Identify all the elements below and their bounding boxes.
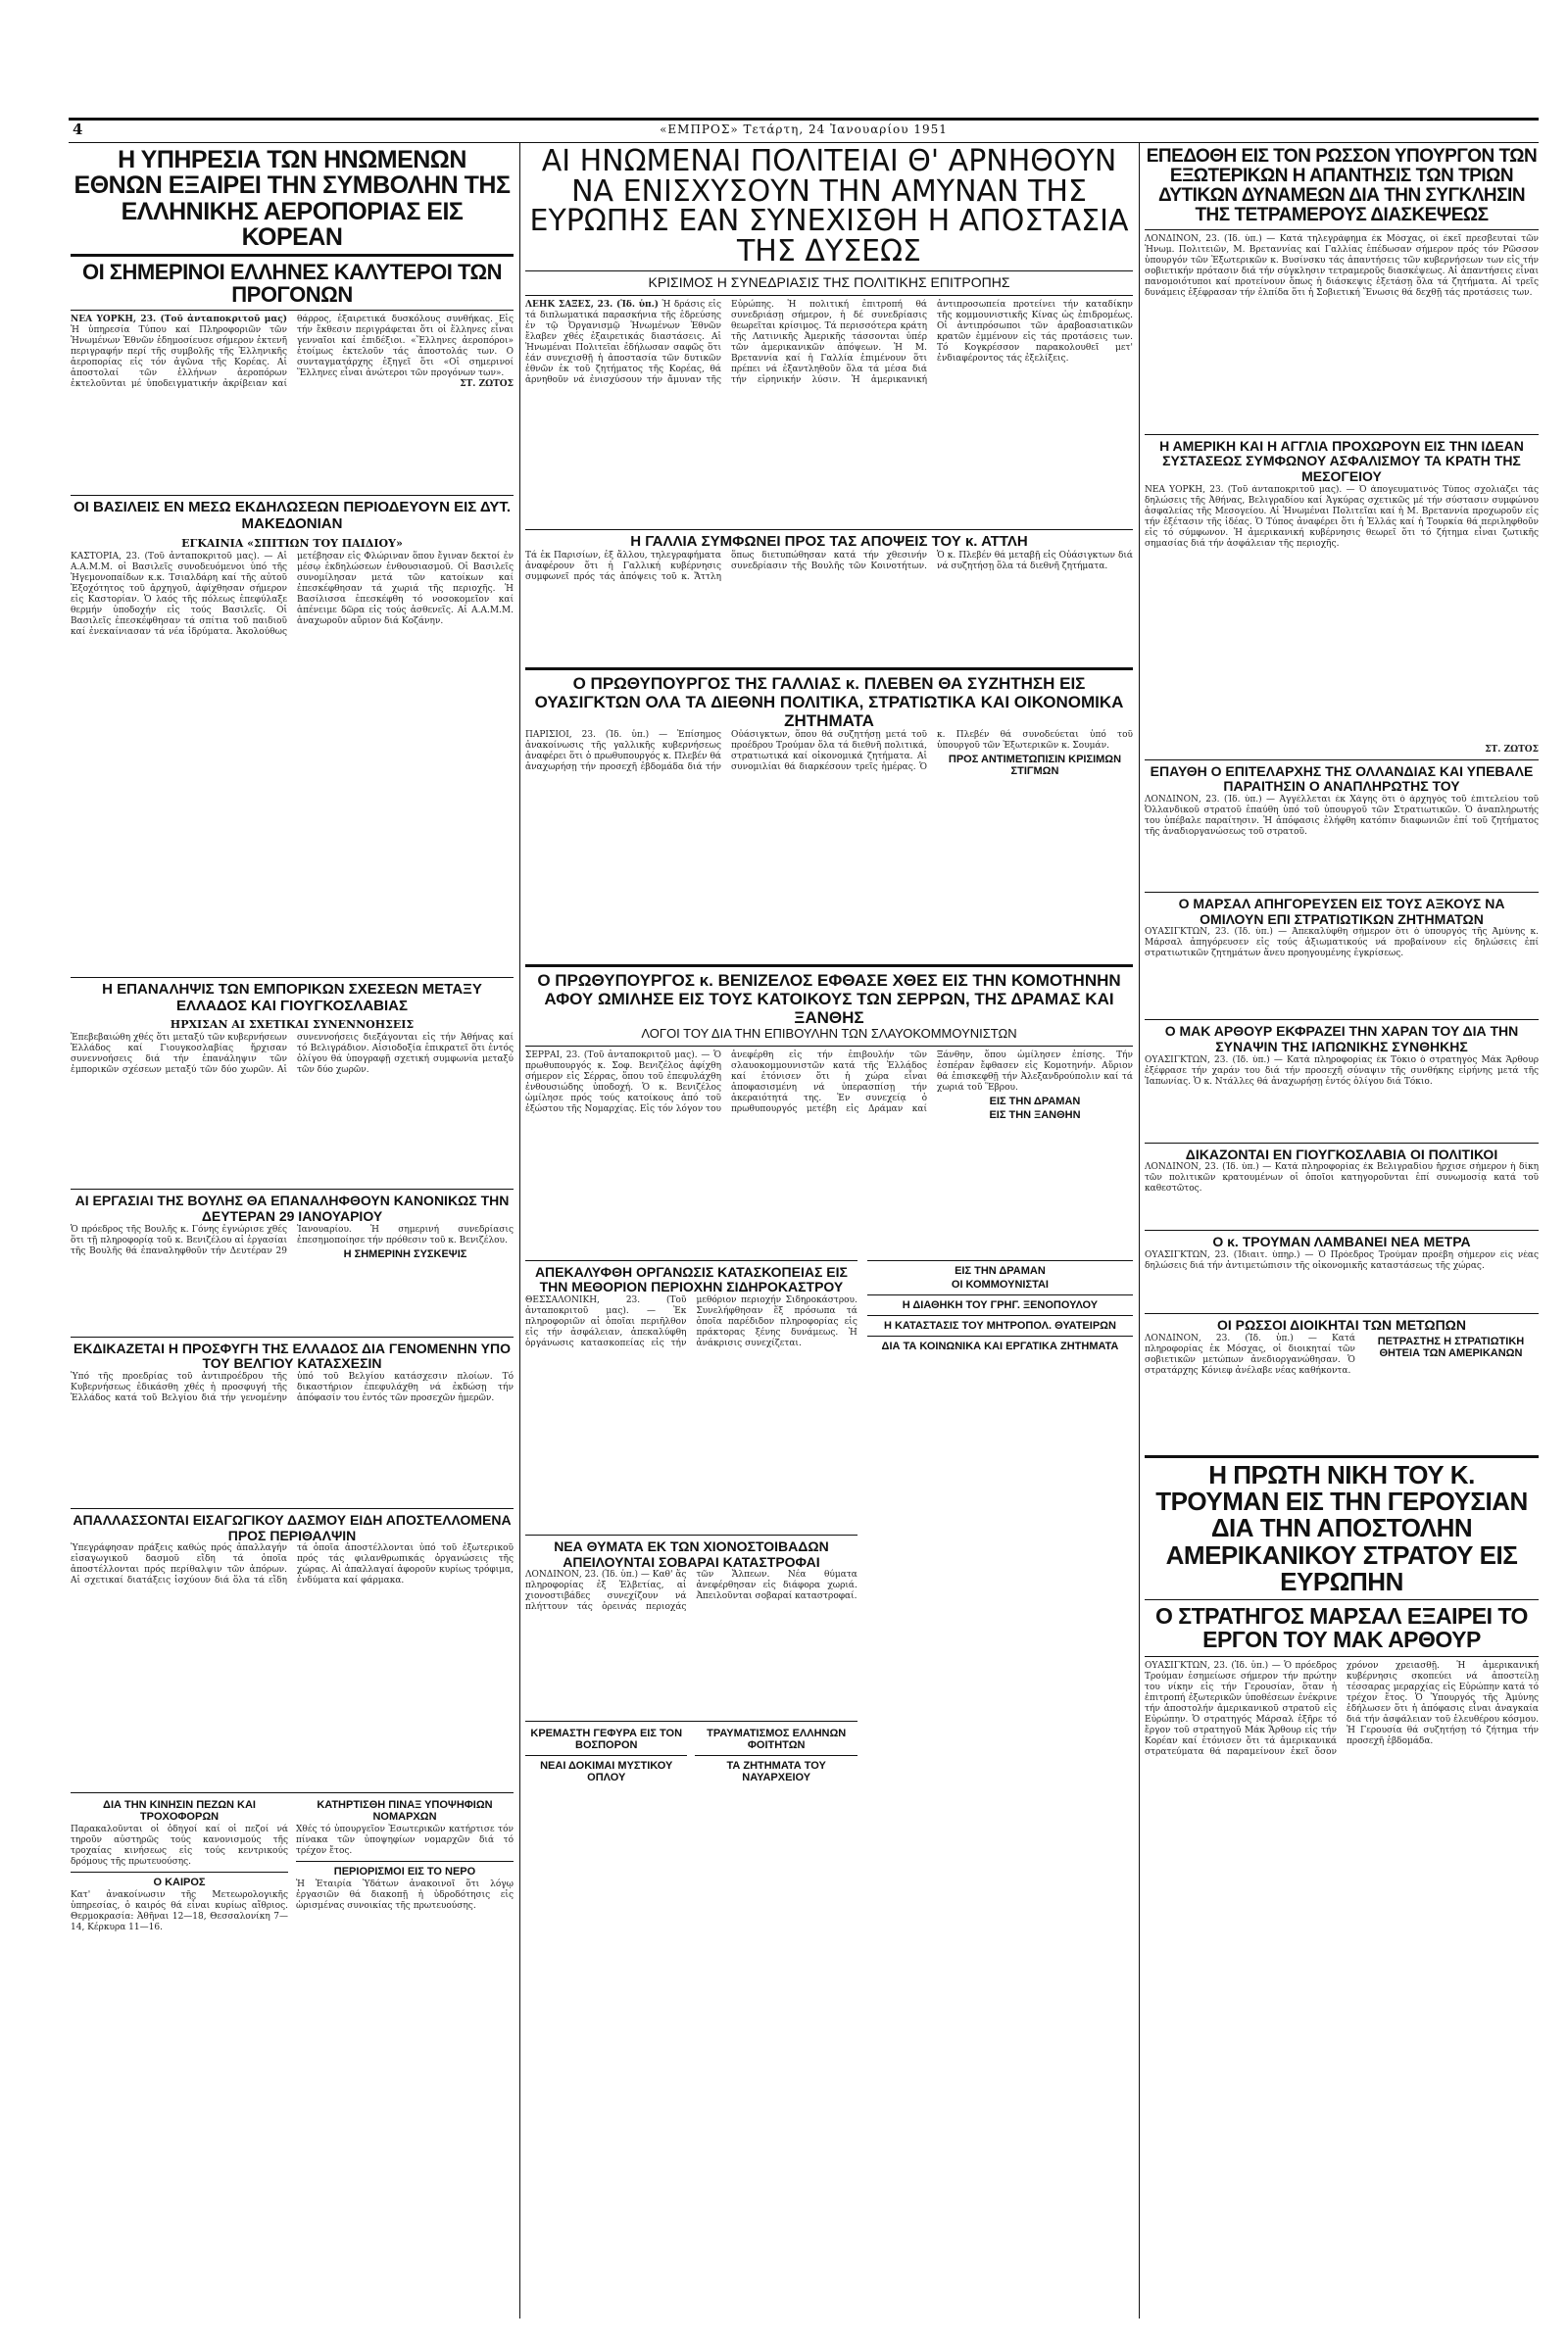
headline-espionage: ΑΠΕΚΑΛΥΦΘΗ ΟΡΓΑΝΩΣΙΣ ΚΑΤΑΣΚΟΠΕΙΑΣ ΕΙΣ ΤΗΝ ΜΕΘΟΡΙΟΝ ΠΕΡΙΟΧΗΝ ΣΙΔΗΡΟΚΑΣΤΡΟΥ: [534, 1263, 848, 1295]
article-text: Ὁ πρόεδρος τῆς Βουλῆς κ. Γόνης ἐγνώρισε χθές ὅτι τῇ πληροφορίᾳ τοῦ κ. Βενιζέλου αἱ ἐργασίαι τῆς Βουλῆς θά ἐπαναληφθοῦν τήν Δευτέραν 29 Ἰανουαρίου. Ἡ σημερινή συνεδρίασις ἐπεσημοποίησε τήν πρόθεσιν τοῦ κ. Βενιζέλου.: [71, 1224, 514, 1256]
article-text: ΣΕΡΡΑΙ, 23. (Τοῦ ἀνταποκριτοῦ μας). — Ὁ πρωθυπουργός κ. Σοφ. Βενιζέλος ἀφίχθη σήμερον εἰς Σέρρας, ὅπου τοῦ ἐπεφυλάχθη ἐνθουσιώδης ὑποδοχή. Ὁ κ. Βενιζέλος ὡμίλησε πρός τούς κατοίκους ἀπό τοῦ ἐξώστου τῆς Νομαρχίας. Εἰς τόν λόγον του ἀνεφέρθη εἰς τήν ἐπιβουλήν τῶν σλαυοκομμουνιστῶν κατά τῆς Ἑλλάδος καί ἐτόνισεν ὅτι ἡ χώρα εἶναι ἀποφασισμένη νά ὑπερασπίσῃ τήν ἀκεραιότητά της. Ἐν συνεχείᾳ ὁ πρωθυπουργός μετέβη εἰς Δράμαν καί Ξάνθην, ὅπου ὡμίλησεν ἐπίσης. Τήν ἑσπέραν ἔφθασεν εἰς Κομοτηνήν. Αὔριον θά ἐπισκεφθῇ τήν Ἀλεξανδρούπολιν καί τά χωριά τοῦ Ἕβρου.: [525, 1049, 1133, 1114]
headline-us-europe-defense: ΑΙ ΗΝΩΜΕΝΑΙ ΠΟΛΙΤΕΙΑΙ Θ' ΑΡΝΗΘΟΥΝ ΝΑ ΕΝΙΣΧΥΣΟΥΝ ΤΗΝ ΑΜΥΝΑΝ ΤΗΣ ΕΥΡΩΠΗΣ ΕΑΝ ΣΥΝΕΧΙΣΘΗ Η ΑΠΟΣΤΑΣΙΑ ΤΗΣ ΔΥΣΕΩΣ: [529, 147, 1129, 268]
headline-belgium-appeal: ΕΚΔΙΚΑΖΕΤΑΙ Η ΠΡΟΣΦΥΓΗ ΤΗΣ ΕΛΛΑΔΟΣ ΔΙΑ ΓΕΝΟΜΕΝΗΝ ΥΠΟ ΤΟΥ ΒΕΛΓΙΟΥ ΚΑΤΑΣΧΕΣΙΝ: [74, 1340, 511, 1372]
headline-venizelos-komotini: Ο ΠΡΩΘΥΠΟΥΡΓΟΣ κ. ΒΕΝΙΖΕΛΟΣ ΕΦΘΑΣΕ ΧΘΕΣ ΕΙΣ ΤΗΝ ΚΟΜΟΤΗΝΗΝ ΑΦΟΥ ΩΜΙΛΗΣΕ ΕΙΣ ΤΟΥΣ ΚΑΤΟΙΚΟΥΣ ΤΩΝ ΣΕΡΡΩΝ, ΤΗΣ ΔΡΑΜΑΣ ΚΑΙ ΞΑΝΘΗΣ: [537, 970, 1121, 1027]
masthead: [69, 118, 1539, 143]
box-heading: ΚΡΕΜΑΣΤΗ ΓΕΦΥΡΑ ΕΙΣ ΤΟΝ ΒΟΣΠΟΡΟΝ: [530, 1728, 683, 1752]
headline-france-attlee: Η ΓΑΛΛΙΑ ΣΥΜΦΩΝΕΙ ΠΡΟΣ ΤΑΣ ΑΠΟΨΕΙΣ ΤΟΥ κ. ΑΤΤΛΗ: [630, 533, 1028, 551]
article-body: [71, 315, 514, 390]
left-column: [71, 147, 514, 2318]
article-text: ΛΟΝΔΙΝΟΝ, 23. (Ἰδ. ὑπ.) — Ἀγγέλλεται ἐκ Χάγης ὅτι ὁ ἀρχηγός τοῦ ἐπιτελείου τοῦ Ὀλλανδικοῦ στρατοῦ ἐπαύθη ὑπό τοῦ ὑπουργοῦ τῶν Στρατιωτικῶν. Ὁ ἀναπληρωτής του ὑπέβαλε παραίτησιν. Ἡ ἀπόφασις ἐλήφθη κατόπιν διαφωνιῶν ἐπί τοῦ ζητήματος τῆς ἀναδιοργανώσεως τοῦ στρατοῦ.: [1145, 795, 1539, 838]
article-text: ΚΑΣΤΟΡΙΑ, 23. (Τοῦ ἀνταποκριτοῦ μας). — Αἱ Α.Α.Μ.Μ. οἱ Βασιλεῖς συνοδευόμενοι ὑπό τῆς Ἡγεμονοπαίδων κ.κ. Τσιαλδάρη καί τῆς αὐτοῦ Ἐξοχότητος τοῦ ἀρχηγοῦ, ἀφίχθησαν σήμερον εἰς Καστορίαν. Ὁ λαός τῆς πόλεως ἐπεφύλαξε θερμήν ὑποδοχήν εἰς τούς Βασιλεῖς. Οἱ Βασιλεῖς ἐπεσκέφθησαν τά σπίτια τοῦ παιδιοῦ καί ἐνεκαίνιασαν τά νέα ἱδρύματα. Ἀκολούθως μετέβησαν εἰς Φλώριναν ὅπου ἔγιναν δεκτοί ἐν μέσῳ ἐκδηλώσεων ἐνθουσιασμοῦ. Οἱ Βασιλεῖς συνομίλησαν μετά τῶν κατοίκων καί ἐπεσκέφθησαν τά χωριά τῆς περιοχῆς. Ἡ Βασίλισσα ἐπεσκέφθη τό νοσοκομεῖον καί ἀπένειμε δῶρα εἰς τούς ἀσθενεῖς. Αἱ Α.Α.Μ.Μ. ἀναχωροῦν αὔριον διά Κοζάνην.: [71, 551, 514, 637]
box-heading: ΟΙ ΚΟΜΜΟΥΝΙΣΤΑΙ: [951, 1278, 1049, 1291]
article-body: [525, 300, 1133, 386]
article-text: Ὑπό τῆς προεδρίας τοῦ ἀντιπροέδρου τῆς Κυβερνήσεως ἐδικάσθη χθές ἡ προσφυγή τῆς Ἑλλάδος κατά τοῦ Βελγίου διά τήν γενομένην ὑπό τοῦ Βελγίου κατάσχεσιν πλοίων. Τό δικαστήριον ἐπεφυλάχθη νά ἐκδώσῃ τήν ἀπόφασίν του ἐντός τῶν προσεχῶν ἡμερῶν.: [71, 1372, 514, 1404]
box-heading: ΚΑΤΗΡΤΙΣΘΗ ΠΙΝΑΞ ΥΠΟΨΗΦΙΩΝ ΝΟΜΑΡΧΩΝ: [317, 1799, 493, 1824]
signature: ΣΤ. ΖΩΤΟΣ: [1485, 744, 1539, 755]
box-heading: ΤΡΑΥΜΑΤΙΣΜΟΣ ΕΛΛΗΝΩΝ ΦΟΙΤΗΤΩΝ: [707, 1728, 847, 1752]
paper-title-date: «ΕΜΠΡΟΣ» Τετάρτη, 24 Ἰανουαρίου 1951: [660, 122, 948, 136]
subheading: ΗΡΧΙΣΑΝ ΑΙ ΣΧΕΤΙΚΑΙ ΣΥΝΕΝΝΟΗΣΕΙΣ: [170, 1018, 415, 1032]
subheading: ΚΡΙΣΙΜΟΣ Η ΣΥΝΕΔΡΙΑΣΙΣ ΤΗΣ ΠΟΛΙΤΙΚΗΣ ΕΠΙΤΡΟΠΗΣ: [648, 274, 1010, 291]
article-text: Ἐπεβεβαιώθη χθές ὅτι μεταξύ τῶν κυβερνήσεων Ἑλλάδος καί Γιουγκοσλαβίας ἤρχισαν συνεννοήσεις διά τήν ἐπανάληψιν τῶν ἐμπορικῶν σχέσεων μεταξύ τῶν δύο χωρῶν. Αἱ συνεννοήσεις διεξάγονται εἰς τήν Ἀθήνας καί τό Βελιγράδιον. Αἰσιοδοξία ἐπικρατεῖ ὅτι ἐντός ὀλίγου θά ὑπογραφῇ σχετική συμφωνία μεταξύ τῶν δύο χωρῶν.: [71, 1033, 514, 1076]
box-heading: ΔΙΑ ΤΗΝ ΚΙΝΗΣΙΝ ΠΕΖΩΝ ΚΑΙ ΤΡΟΧΟΦΟΡΩΝ: [103, 1799, 256, 1824]
subheading: ΕΓΚΑΙΝΙΑ «ΣΠΙΤΙΩΝ ΤΟΥ ΠΑΙΔΙΟΥ»: [181, 536, 403, 550]
box-heading: Η ΚΑΤΑΣΤΑΣΙΣ ΤΟΥ ΜΗΤΡΟΠΟΛ. ΘΥΑΤΕΙΡΩΝ: [883, 1319, 1116, 1332]
headline-parliament: ΑΙ ΕΡΓΑΣΙΑΙ ΤΗΣ ΒΟΥΛΗΣ ΘΑ ΕΠΑΝΑΛΗΦΘΟΥΝ ΚΑΝΟΝΙΚΩΣ ΤΗΝ ΔΕΥΤΕΡΑΝ 29 ΙΑΝΟΥΑΡΙΟΥ: [74, 1193, 510, 1225]
column-rule: [1139, 143, 1140, 2319]
article-text: ΛΟΝΔΙΝΟΝ, 23. (Ἰδ. ὑπ.) — Κατά τηλεγράφημα ἐκ Μόσχας, οἱ ἐκεῖ πρεσβευταί τῶν Ἡνωμ. Πολιτειῶν, Μ. Βρεταννίας καί Γαλλίας ἐπέδωσαν σήμερον πρός τόν Ρῶσσον ὑπουργόν τῶν Ἐξωτερικῶν κ. Βυσίνσκυ τάς ἀπαντήσεις τῶν κυβερνήσεων των εἰς τήν σοβιετικήν πρότασιν διά τήν σύγκλησιν τετραμεροῦς διασκέψεως. Αἱ ἀπαντήσεις εἶναι πανομοιότυποι καί προτείνουν ὅπως ἡ διάσκεψις ἐξετάσῃ ὅλα τά ζητήματα. Αἱ τρεῖς δυνάμεις ἐξέφρασαν τήν ἐλπίδα ὅτι ἡ Σοβιετική Ἕνωσις θά δεχθῇ τάς προτάσεις των.: [1145, 233, 1539, 298]
page-number: 4: [73, 121, 83, 138]
article-text: ΛΟΝΔΙΝΟΝ, 23. (Ἰδ. ὑπ.) — Κατά πληροφορίας ἐκ Βελιγραδίου ἤρχισε σήμερον ἡ δίκη τῶν πολιτικῶν κρατουμένων οἱ ὁποῖοι κατηγοροῦνται ἐπί συνωμοσίᾳ κατά τοῦ καθεστῶτος.: [1145, 1162, 1539, 1195]
box-heading: ΕΙΣ ΤΗΝ ΔΡΑΜΑΝ: [989, 1095, 1081, 1107]
box-text: Κατ' ἀνακοίνωσιν τῆς Μετεωρολογικῆς ὑπηρεσίας, ὁ καιρός θά εἶναι κυρίως αἴθριος. Θερμοκρασία: Ἀθῆναι 12—18, Θεσσαλονίκη 7—14, Κέρκυρα 11—16.: [71, 1890, 288, 1933]
article-text: ΟΥΑΣΙΓΚΤΩΝ, 23. (Ἰδ. ὑπ.) — Ὁ πρόεδρος Τρούμαν ἐσημείωσε σήμερον τήν πρώτην του νίκην εἰς τήν Γερουσίαν, ὅταν ἡ ἐπιτροπή ἐξωτερικῶν ὑποθέσεων ἐνέκρινε τήν ἀποστολήν ἀμερικανικοῦ στρατοῦ εἰς Εὐρώπην. Ὁ στρατηγός Μάρσαλ ἐξῆρε τό ἔργον τοῦ στρατηγοῦ Μάκ Ἄρθουρ εἰς τήν Κορέαν καί ἐτόνισεν ὅτι τά ἀμερικανικά στρατεύματα θά παραμείνουν ἐκεῖ ὅσον χρόνον χρειασθῇ. Ἡ ἀμερικανική κυβέρνησις σκοπεύει νά ἀποστείλῃ τέσσαρας μεραρχίας εἰς Εὐρώπην κατά τό τρέχον ἔτος. Ὁ Ὑπουργός τῆς Ἀμύνης ἐδήλωσεν ὅτι ἡ ἀπόφασις εἶναι ἀναγκαία διά τήν ἀσφάλειαν τοῦ ἐλευθέρου κόσμου. Ἡ Γερουσία θά συζητήσῃ τό ζήτημα τήν προσεχῆ ἑβδομάδα.: [1145, 1660, 1539, 1757]
subheading: ΛΟΓΟΙ ΤΟΥ ΔΙΑ ΤΗΝ ΕΠΙΒΟΥΛΗΝ ΤΩΝ ΣΛΑΥΟΚΟΜΜΟΥΝΙΣΤΩΝ: [641, 1026, 1017, 1042]
headline-kings-tour: ΟΙ ΒΑΣΙΛΕΙΣ ΕΝ ΜΕΣΩ ΕΚΔΗΛΩΣΕΩΝ ΠΕΡΙΟΔΕΥΟΥΝ ΕΙΣ ΔΥΤ. ΜΑΚΕΔΟΝΙΑΝ: [73, 499, 512, 532]
headline-yugoslav-trials: ΔΙΚΑΖΟΝΤΑΙ ΕΝ ΓΙΟΥΓΚΟΣΛΑΒΙΑ ΟΙ ΠΟΛΙΤΙΚΟΙ: [1185, 1146, 1498, 1162]
headline-pleven-washington: Ο ΠΡΩΘΥΠΟΥΡΓΟΣ ΤΗΣ ΓΑΛΛΙΑΣ κ. ΠΛΕΒΕΝ ΘΑ ΣΥΖΗΤΗΣΗ ΕΙΣ ΟΥΑΣΙΓΚΤΩΝ ΟΛΑ ΤΑ ΔΙΕΘΝΗ ΠΟΛΙΤΙΚΑ, ΣΤΡΑΤΙΩΤΙΚΑ ΚΑΙ ΟΙΚΟΝΟΜΙΚΑ ΖΗΤΗΜΑΤΑ: [534, 673, 1124, 730]
article-text: Ἡ δράσις εἰς τά διπλωματικά παρασκήνια τῆς ἑδρεύσης ἐν τῷ Ὀργανισμῷ Ἡνωμένων Ἐθνῶν ἔλαβεν χθές ἐξαιρετικάς διαστάσεις. Αἱ Ἡνωμέναι Πολιτεῖαι ἐδήλωσαν σαφῶς ὅτι ἐάν συνεχισθῇ ἡ ἀποστασία τῶν δυτικῶν ἐθνῶν ἐκ τοῦ ζητήματος τῆς Κορέας, θά ἀρνηθοῦν νά ἐνισχύσουν τήν ἄμυναν τῆς Εὐρώπης. Ἡ πολιτική ἐπιτροπή θά συνεδριάσῃ σήμερον, ἡ δέ συνεδρίασις θεωρεῖται κρίσιμος. Τά περισσότερα κράτη τῆς Λατινικῆς Ἀμερικῆς τάσσονται ὑπέρ τῶν ἀμερικανικῶν ἀπόψεων. Ἡ Μ. Βρεταννία καί ἡ Γαλλία ἐπιμένουν ὅτι πρέπει νά ἐξαντληθοῦν ὅλα τά μέσα διά τήν εἰρηνικήν λύσιν. Ἡ ἀμερικανική ἀντιπροσωπεία προτείνει τήν καταδίκην τῆς κομμουνιστικῆς Κίνας ὡς ἐπιδρομέως. Οἱ ἀντιπρόσωποι τῶν ἀραβοασιατικῶν κρατῶν ἐμμένουν εἰς τάς προτάσεις των. Τό Κογκρέσσον παρακολουθεῖ μετ' ἐνδιαφέροντος τάς ἐξελίξεις.: [525, 300, 1133, 386]
article-text: Ὑπεγράφησαν πράξεις καθώς πρός ἀπαλλαγήν εἰσαγωγικοῦ δασμοῦ εἴδη τά ὁποῖα ἀποστέλλονται πρός περίθαλψιν τῶν ἀπόρων. Αἱ σχετικαί διατάξεις ἰσχύουν διά ὅλα τά εἴδη τά ὁποῖα ἀποστέλλονται ὑπό τοῦ ἐξωτερικοῦ πρός τάς φιλανθρωπικάς ὀργανώσεις τῆς χώρας. Αἱ ἀπαλλαγαί ἀφοροῦν κυρίως τρόφιμα, ἐνδύματα καί φάρμακα.: [71, 1543, 514, 1586]
box-heading: ΕΙΣ ΤΗΝ ΔΡΑΜΑΝ: [955, 1264, 1046, 1277]
headline-soviet-commanders: ΟΙ ΡΩΣΣΟΙ ΔΙΟΙΚΗΤΑΙ ΤΩΝ ΜΕΤΩΠΩΝ: [1216, 1317, 1467, 1334]
article-text: ΠΑΡΙΣΙΟΙ, 23. (Ἰδ. ὑπ.) — Ἐπίσημος ἀνακοίνωσις τῆς γαλλικῆς κυβερνήσεως ἀναφέρει ὅτι ὁ πρωθυπουργός κ. Πλεβέν θά ἀναχωρήσῃ τήν προσεχῆ ἑβδομάδα διά τήν Οὐάσιγκτων, ὅπου θά συζητήσῃ μετά τοῦ προέδρου Τρούμαν ὅλα τά διεθνῆ πολιτικά, στρατιωτικά καί οἰκονομικά ζητήματα. Αἱ συνομιλίαι θά διαρκέσουν τρεῖς ἡμέρας. Ὁ κ. Πλεβέν θά συνοδεύεται ὑπό τοῦ ὑπουργοῦ τῶν Ἐξωτερικῶν κ. Σουμάν.: [525, 729, 1133, 772]
dateline: ΝΕΑ ΥΟΡΚΗ, 23. (Τοῦ ἀνταποκριτοῦ μας): [71, 315, 287, 325]
article-text: Τά ἐκ Παρισίων, ἐξ ἄλλου, τηλεγραφήματα ἀναφέρουν ὅτι ἡ Γαλλική κυβέρνησις συμφωνεῖ πρός τάς ἀπόψεις τοῦ κ. Ἄττλη ὅπως διετυπώθησαν κατά τήν χθεσινήν συνεδρίασιν τῆς Βουλῆς τῶν Κοινοτήτων. Ὁ κ. Πλεβέν θά μεταβῇ εἰς Οὐάσιγκτων διά νά συζητήσῃ ὅλα τά διεθνῆ ζητήματα.: [525, 550, 1133, 582]
box-heading: ΤΑ ΖΗΤΗΜΑΤΑ ΤΟΥ ΝΑΥΑΡΧΕΙΟΥ: [726, 1760, 826, 1784]
article-text: ΛΟΝΔΙΝΟΝ, 23. (Ἰδ. ὑπ.) — Καθ' ἅς πληροφορίας ἐξ Ἑλβετίας, αἱ χιονοστιβάδες συνεχίζουν νά πλήττουν τάς ὀρεινάς περιοχάς τῶν Ἄλπεων. Νέα θύματα ἀνεφέρθησαν εἰς διάφορα χωριά. Ἀπειλοῦνται σοβαραί καταστροφαί.: [525, 1570, 858, 1613]
box-heading: ΔΙΑ ΤΑ ΚΟΙΝΩΝΙΚΑ ΚΑΙ ΕΡΓΑΤΙΚΑ ΖΗΤΗΜΑΤΑ: [881, 1340, 1119, 1352]
headline-dutch-chief: ΕΠΑΥΘΗ Ο ΕΠΙΤΕΛΑΡΧΗΣ ΤΗΣ ΟΛΛΑΝΔΙΑΣ ΚΑΙ ΥΠΕΒΑΛΕ ΠΑΡΑΙΤΗΣΙΝ Ο ΑΝΑΠΛΗΡΩΤΗΣ ΤΟΥ: [1150, 762, 1534, 795]
article-text: ΟΥΑΣΙΓΚΤΩΝ, 23. (Ἰδ. ὑπ.) — Ἀπεκαλύφθη σήμερον ὅτι ὁ ὑπουργός τῆς Ἀμύνης κ. Μάρσαλ ἀπηγόρευσεν εἰς τούς ἀξιωματικούς νά προβαίνουν εἰς δηλώσεις ἐπί στρατιωτικῶν ζητημάτων ἄνευ προηγουμένης ἐγκρίσεως.: [1145, 927, 1539, 959]
headline-marshall-ban: Ο ΜΑΡΣΑΛ ΑΠΗΓΟΡΕΥΣΕΝ ΕΙΣ ΤΟΥΣ ΑΞΚΟΥΣ ΝΑ ΟΜΙΛΟΥΝ ΕΠΙ ΣΤΡΑΤΙΩΤΙΚΩΝ ΖΗΤΗΜΑΤΩΝ: [1178, 896, 1505, 927]
box-heading: ΕΙΣ ΤΗΝ ΞΑΝΘΗΝ: [989, 1108, 1081, 1121]
right-column: [1145, 147, 1539, 2318]
headline-un-greek-airforce: Η ΥΠΗΡΕΣΙΑ ΤΩΝ ΗΝΩΜΕΝΩΝ ΕΘΝΩΝ ΕΞΑΙΡΕΙ ΤΗΝ ΣΥΜΒΟΛΗΝ ΤΗΣ ΕΛΛΗΝΙΚΗΣ ΑΕΡΟΠΟΡΙΑΣ ΕΙΣ ΚΟΡΕΑΝ: [74, 147, 511, 251]
box-heading: Ο ΚΑΙΡΟΣ: [153, 1877, 206, 1889]
article-text: ΘΕΣΣΑΛΟΝΙΚΗ, 23. (Τοῦ ἀνταποκριτοῦ μας). — Ἐκ πληροφοριῶν αἱ ὁποῖαι περιῆλθον εἰς τήν ἀσφάλειαν, ἀπεκαλύφθη ὀργάνωσις κατασκοπείας εἰς τήν μεθόριον περιοχήν Σιδηροκάστρου. Συνελήφθησαν ἕξ πρόσωπα τά ὁποῖα παρέδιδον πληροφορίας εἰς πράκτορας ξένης δυνάμεως. Ἡ ἀνάκρισις συνεχίζεται.: [525, 1294, 858, 1348]
box-heading: ΠΡΟΣ ΑΝΤΙΜΕΤΩΠΙΣΙΝ ΚΡΙΣΙΜΩΝ ΣΤΙΓΜΩΝ: [948, 753, 1122, 777]
box-heading: Η ΔΙΑΘΗΚΗ ΤΟΥ ΓΡΗΓ. ΞΕΝΟΠΟΥΛΟΥ: [902, 1298, 1099, 1311]
box-heading: ΠΕΡΙΟΡΙΣΜΟΙ ΕΙΣ ΤΟ ΝΕΡΟ: [333, 1866, 476, 1879]
headline-western-reply: ΕΠΕΔΟΘΗ ΕΙΣ ΤΟΝ ΡΩΣΣΟΝ ΥΠΟΥΡΓΟΝ ΤΩΝ ΕΞΩΤΕΡΙΚΩΝ Η ΑΠΑΝΤΗΣΙΣ ΤΩΝ ΤΡΙΩΝ ΔΥΤΙΚΩΝ ΔΥΝΑΜΕΩΝ ΔΙΑ ΤΗΝ ΣΥΓΚΛΗΣΙΝ ΤΗΣ ΤΕΤΡΑΜΕΡΟΥΣ ΔΙΑΣΚΕΨΕΩΣ: [1146, 147, 1538, 225]
subhead-modern-greeks: ΟΙ ΣΗΜΕΡΙΝΟΙ ΕΛΛΗΝΕΣ ΚΑΛΥΤΕΡΟΙ ΤΩΝ ΠΡΟΓΟΝΩΝ: [81, 260, 503, 308]
box-text: Χθές τό ὑπουργεῖον Ἐσωτερικῶν κατήρτισε τόν πίνακα τῶν ὑποψηφίων νομαρχῶν διά τό τρέχον ἔτος.: [296, 1825, 514, 1857]
subheading: Η ΣΗΜΕΡΙΝΗ ΣΥΣΚΕΨΙΣ: [343, 1247, 467, 1260]
headline-truman-measures: Ο κ. ΤΡΟΥΜΑΝ ΛΑΜΒΑΝΕΙ ΝΕΑ ΜΕΤΡΑ: [1212, 1234, 1471, 1250]
headline-macarthur-japan: Ο ΜΑΚ ΑΡΘΟΥΡ ΕΚΦΡΑΖΕΙ ΤΗΝ ΧΑΡΑΝ ΤΟΥ ΔΙΑ ΤΗΝ ΣΥΝΑΨΙΝ ΤΗΣ ΙΑΠΩΝΙΚΗΣ ΣΥΝΘΗΚΗΣ: [1164, 1023, 1519, 1055]
headline-mediterranean-pact: Η ΑΜΕΡΙΚΗ ΚΑΙ Η ΑΓΓΛΙΑ ΠΡΟΧΩΡΟΥΝ ΕΙΣ ΤΗΝ ΙΔΕΑΝ ΣΥΣΤΑΣΕΩΣ ΣΥΜΦΩΝΟΥ ΑΣΦΑΛΙΣΜΟΥ ΤΑ ΚΡΑΤΗ ΤΗΣ ΜΕΣΟΓΕΙΟΥ: [1159, 437, 1524, 485]
headline-trade-relations: Η ΕΠΑΝΑΛΗΨΙΣ ΤΩΝ ΕΜΠΟΡΙΚΩΝ ΣΧΕΣΕΩΝ ΜΕΤΑΞΥ ΕΛΛΑΔΟΣ ΚΑΙ ΓΙΟΥΓΚΟΣΛΑΒΙΑΣ: [102, 980, 482, 1014]
headline-truman-senate: Η ΠΡΩΤΗ ΝΙΚΗ ΤΟΥ Κ. ΤΡΟΥΜΑΝ ΕΙΣ ΤΗΝ ΓΕΡΟΥΣΙΑΝ ΔΙΑ ΤΗΝ ΑΠΟΣΤΟΛΗΝ ΑΜΕΡΙΚΑΝΙΚΟΥ ΣΤΡΑΤΟΥ ΕΙΣ ΕΥΡΩΠΗΝ: [1155, 1459, 1528, 1596]
signature: ΣΤ. ΖΩΤΟΣ: [460, 379, 514, 390]
article-text: ΝΕΑ ΥΟΡΚΗ, 23. (Τοῦ ἀνταποκριτοῦ μας). — Ὁ ἀπογευματινός Τύπος σχολιάζει τάς δηλώσεις τῆς Ἀθήνας, Βελιγραδίου καί Ἀγκύρας σχετικῶς μέ τήν σύστασιν συμφώνου ἀσφαλείας τῆς Μεσογείου. Αἱ Ἡνωμέναι Πολιτεῖαι καί ἡ Μ. Βρεταννία προχωροῦν εἰς τήν ἐξέτασιν τῆς ἰδέας. Ὁ Τύπος ἀναφέρει ὅτι ἡ Ἑλλάς καί ἡ Τουρκία θά περιληφθοῦν εἰς τό σύμφωνον. Ἡ ἀμερικανική κυβέρνησις θεωρεῖ ὅτι τό ζήτημα εἶναι ζωτικῆς σημασίας διά τήν ἀσφάλειαν τῆς περιοχῆς.: [1145, 484, 1539, 549]
article-text: ΛΟΝΔΙΝΟΝ, 23. (Ἰδ. ὑπ.) — Κατά πληροφορίας ἐκ Μόσχας, οἱ διοικηταί τῶν σοβιετικῶν μετώπων ἀνεδιοργανώθησαν. Ὁ στρατάρχης Κόνιεφ ἀνέλαβε νέας καθήκοντα.: [1145, 1333, 1355, 1376]
article-text: Ἡ ὑπηρεσία Τύπου καί Πληροφοριῶν τῶν Ἡνωμένων Ἐθνῶν ἐδημοσίευσε σήμερον ἐκτενῆ περιγραφήν περί τῆς συμβολῆς τῆς Ἑλληνικῆς ἀεροπορίας εἰς τόν ἀγῶνα τῆς Κορέας. Αἱ ἀποστολαί τῶν ἑλλήνων ἀεροπόρων ἐκτελοῦνται μέ ὑποδειγματικήν ἀκρίβειαν καί θάρρος, ἐξαιρετικά δυσκόλους συνθήκας. Εἰς τήν ἔκθεσιν περιγράφεται ὅτι οἱ ἕλληνες εἶναι γενναῖοι καί ἐπιδέξιοι. «Ἕλληνες ἀεροπόροι» ἐτοίμως ἐκτελοῦν τάς ἀποστολάς των. Ο συνταγματάρχης ἐξηγεῖ ὅτι «Οἱ σημερινοί Ἕλληνες εἶναι ἀνώτεροι τῶν προγόνων των».: [71, 315, 514, 390]
headline-customs-exemption: ΑΠΑΛΛΑΣΣΟΝΤΑΙ ΕΙΣΑΓΩΓΙΚΟΥ ΔΑΣΜΟΥ ΕΙΔΗ ΑΠΟΣΤΕΛΛΟΜΕΝΑ ΠΡΟΣ ΠΕΡΙΘΑΛΨΙΝ: [73, 1512, 512, 1543]
headline-avalanches: ΝΕΑ ΘΥΜΑΤΑ ΕΚ ΤΩΝ ΧΙΟΝΟΣΤΟΙΒΑΔΩΝ ΑΠΕΙΛΟΥΝΤΑΙ ΣΟΒΑΡΑΙ ΚΑΤΑΣΤΡΟΦΑΙ: [554, 1538, 829, 1570]
column-rule: [519, 143, 520, 2319]
box-heading: ΠΕΤΡΑΣΤΗΣ Η ΣΤΡΑΤΙΩΤΙΚΗ ΘΗΤΕΙΑ ΤΩΝ ΑΜΕΡΙΚΑΝΩΝ: [1377, 1335, 1525, 1359]
dateline: ΛΕΗΚ ΣΑΞΕΣ, 23. (Ἰδ. ὑπ.): [525, 300, 659, 311]
article-text: ΟΥΑΣΙΓΚΤΩΝ, 23. (Ἰδ. ὑπ.) — Κατά πληροφορίας ἐκ Τόκιο ὁ στρατηγός Μάκ Ἄρθουρ ἐξέφρασε τήν χαράν του διά τήν προσεχῆ σύναψιν τῆς συνθήκης εἰρήνης μετά τῆς Ἰαπωνίας. Ὁ κ. Ντάλλες θά ἀναχωρήσῃ ἐντός ὀλίγου διά Τόκιο.: [1145, 1054, 1539, 1087]
article-text: ΟΥΑΣΙΓΚΤΩΝ, 23. (Ἰδιαιτ. ὑπηρ.) — Ὁ Πρόεδρος Τρούμαν προέβη σήμερον εἰς νέας δηλώσεις διά τήν ἀντιμετώπισιν τῆς οἰκονομικῆς καταστάσεως τῆς χώρας.: [1145, 1250, 1539, 1272]
subhead-marshall-macarthur: Ο ΣΤΡΑΤΗΓΟΣ ΜΑΡΣΑΛ ΕΞΑΙΡΕΙ ΤΟ ΕΡΓΟΝ ΤΟΥ ΜΑΚ ΑΡΘΟΥΡ: [1155, 1603, 1528, 1653]
box-text: Παρακαλοῦνται οἱ ὁδηγοί καί οἱ πεζοί νά τηροῦν αὐστηρῶς τούς κανονισμούς τῆς τροχαίας κινήσεως εἰς τούς κεντρικούς δρόμους τῆς πρωτευούσης.: [71, 1825, 288, 1868]
box-heading: ΝΕΑΙ ΔΟΚΙΜΑΙ ΜΥΣΤΙΚΟΥ ΟΠΛΟΥ: [540, 1760, 673, 1784]
center-column: [525, 147, 1133, 2318]
box-text: Ἡ Ἑταιρία Ὑδάτων ἀνακοινοῖ ὅτι λόγῳ ἐργασιῶν θά διακοπῇ ἡ ὑδροδότησις εἰς ὡρισμένας συνοικίας τῆς πρωτευούσης.: [296, 1879, 514, 1912]
